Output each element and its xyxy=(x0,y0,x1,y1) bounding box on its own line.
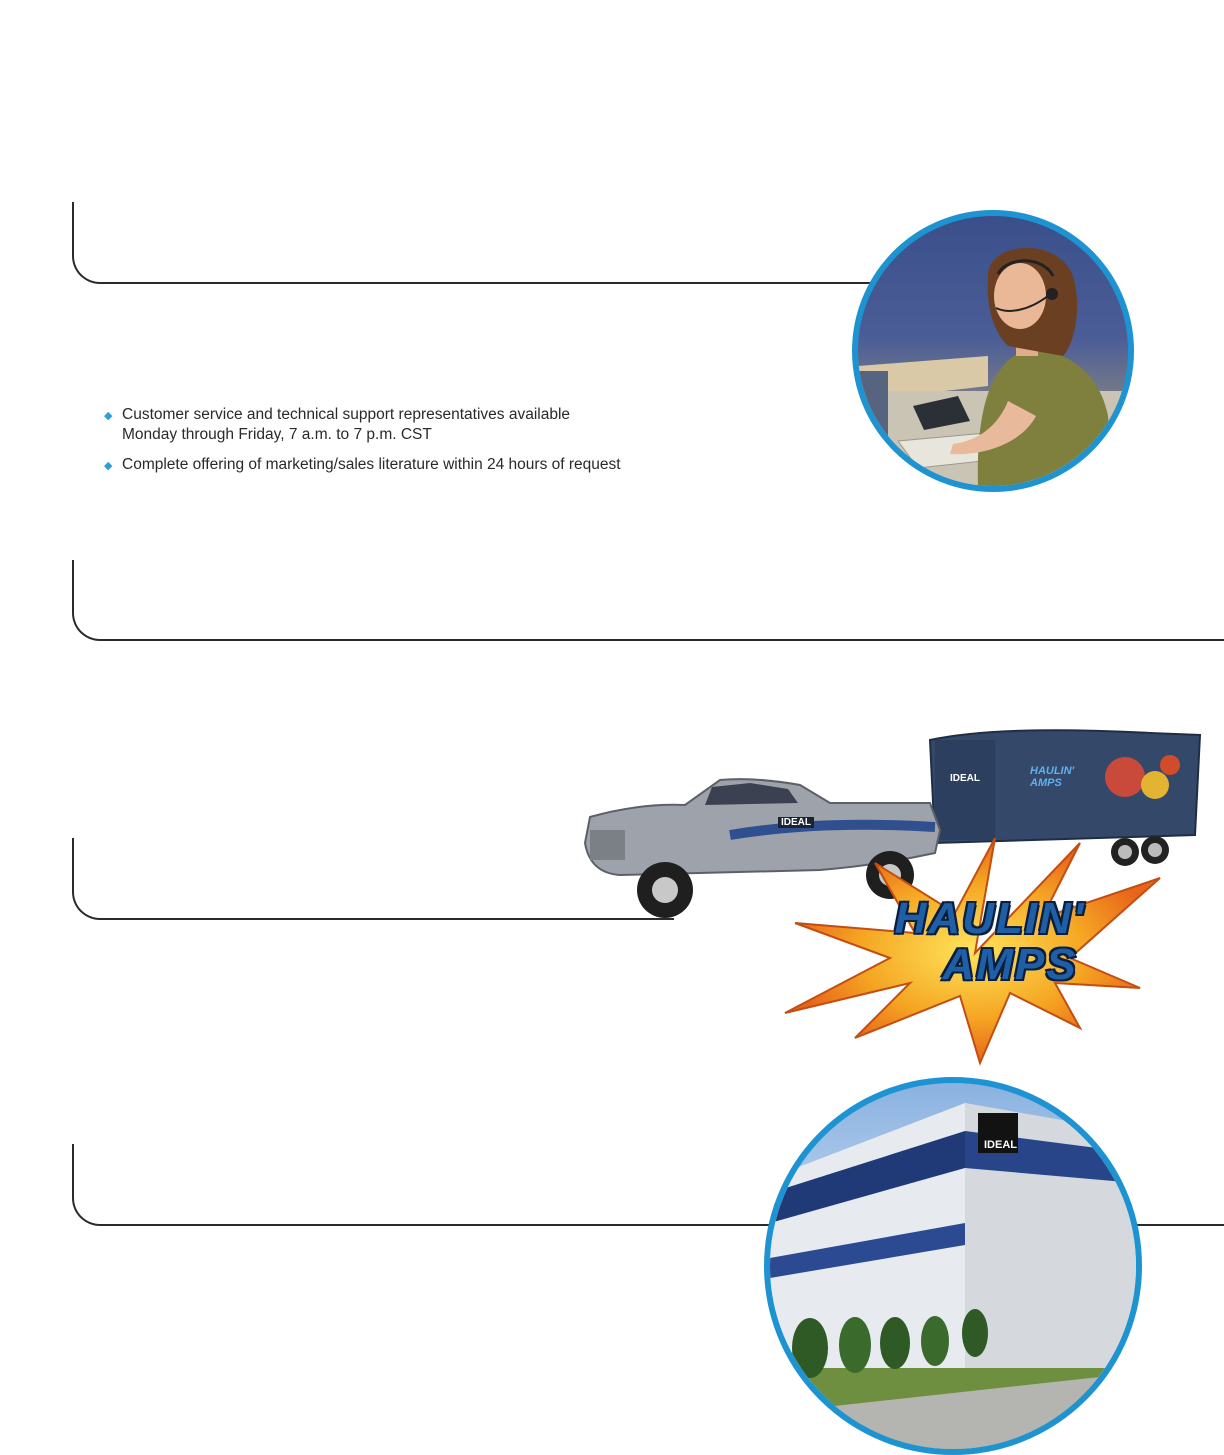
bullet-dot-icon: ◆ xyxy=(104,460,113,472)
bullet-item-literature xyxy=(104,455,784,475)
bullet-text-line: Monday through Friday, 7 a.m. to 7 p.m. CST xyxy=(122,426,432,443)
building-logo: IDEAL xyxy=(984,1139,1017,1151)
customer-service-photo xyxy=(852,210,1134,492)
haulin-amps-logo xyxy=(780,838,1170,1068)
bullet-text-line: Customer service and technical support representatives available xyxy=(122,406,571,423)
promo-title xyxy=(850,896,1130,988)
bullet-dot-icon: ◆ xyxy=(104,410,113,422)
section-divider-1 xyxy=(72,202,874,284)
bullet-item-support xyxy=(104,405,784,445)
section-divider-2 xyxy=(72,560,1224,641)
warehouse-building-photo xyxy=(764,1077,1142,1455)
bullet-text-line: Complete offering of marketing/sales literature within 24 hours of request xyxy=(122,456,621,473)
promo-title-line2: AMPS xyxy=(942,940,1078,989)
truck-logo: IDEAL xyxy=(778,817,814,828)
service-bullet-list xyxy=(104,405,784,485)
trailer-promo-text: HAULIN' AMPS xyxy=(1030,765,1075,789)
warehouse-illustration xyxy=(770,1083,1136,1449)
promo-title-line1: HAULIN' xyxy=(894,894,1086,943)
trailer-logo: IDEAL xyxy=(950,773,980,784)
customer-service-illustration xyxy=(858,216,1128,486)
